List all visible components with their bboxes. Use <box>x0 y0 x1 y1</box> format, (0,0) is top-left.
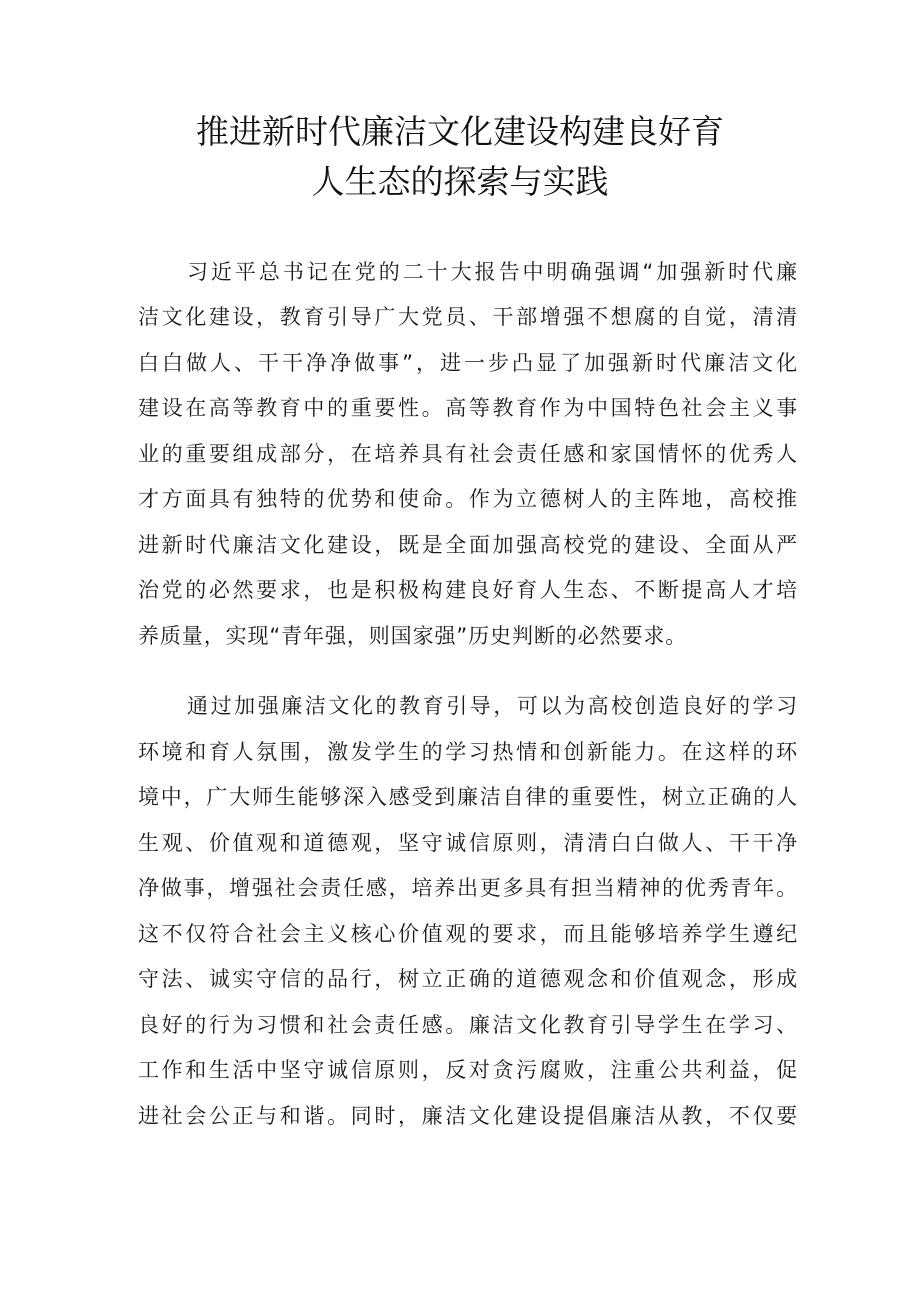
paragraph-line: 白白做人、干干净净做事”，进一步凸显了加强新时代廉洁文化 <box>138 351 798 375</box>
paragraph-line: 通过加强廉洁文化的教育引导，可以为高校创造良好的学习 <box>187 694 798 718</box>
paragraph-line: 养质量，实现“青年强，则国家强”历史判断的必然要求。 <box>138 624 688 648</box>
document-title-line-1: 推进新时代廉洁文化建设构建良好育 <box>196 112 724 151</box>
paragraph-line: 治党的必然要求，也是积极构建良好育人生态、不断提高人才培 <box>138 578 798 602</box>
paragraph-line: 工作和生活中坚守诚信原则，反对贪污腐败，注重公共利益，促 <box>138 1058 798 1082</box>
paragraph-line: 守法、诚实守信的品行，树立正确的道德观念和价值观念，形成 <box>138 967 798 991</box>
paragraph-line: 才方面具有独特的优势和使命。作为立德树人的主阵地，高校推 <box>138 487 798 511</box>
paragraph-line: 业的重要组成部分，在培养具有社会责任感和家国情怀的优秀人 <box>138 442 798 466</box>
paragraph-line: 建设在高等教育中的重要性。高等教育作为中国特色社会主义事 <box>138 396 798 420</box>
paragraph-line: 这不仅符合社会主义核心价值观的要求，而且能够培养学生遵纪 <box>138 922 798 946</box>
paragraph-line: 习近平总书记在党的二十大报告中明确强调“加强新时代廉 <box>187 260 798 284</box>
document-title-line-2: 人生态的探索与实践 <box>311 162 609 201</box>
paragraph-line: 进新时代廉洁文化建设，既是全面加强高校党的建设、全面从严 <box>138 533 798 557</box>
paragraph-line: 环境和育人氛围，激发学生的学习热情和创新能力。在这样的环 <box>138 740 798 764</box>
paragraph-line: 生观、价值观和道德观，坚守诚信原则，清清白白做人、干干净 <box>138 831 798 855</box>
paragraph-line: 进社会公正与和谐。同时，廉洁文化建设提倡廉洁从教，不仅要 <box>138 1104 798 1128</box>
paragraph-line: 净做事，增强社会责任感，培养出更多具有担当精神的优秀青年。 <box>138 876 798 900</box>
paragraph-line: 洁文化建设，教育引导广大党员、干部增强不想腐的自觉，清清 <box>138 305 798 329</box>
paragraph-line: 良好的行为习惯和社会责任感。廉洁文化教育引导学生在学习、 <box>138 1013 798 1037</box>
paragraph-line: 境中，广大师生能够深入感受到廉洁自律的重要性，树立正确的人 <box>138 785 798 809</box>
